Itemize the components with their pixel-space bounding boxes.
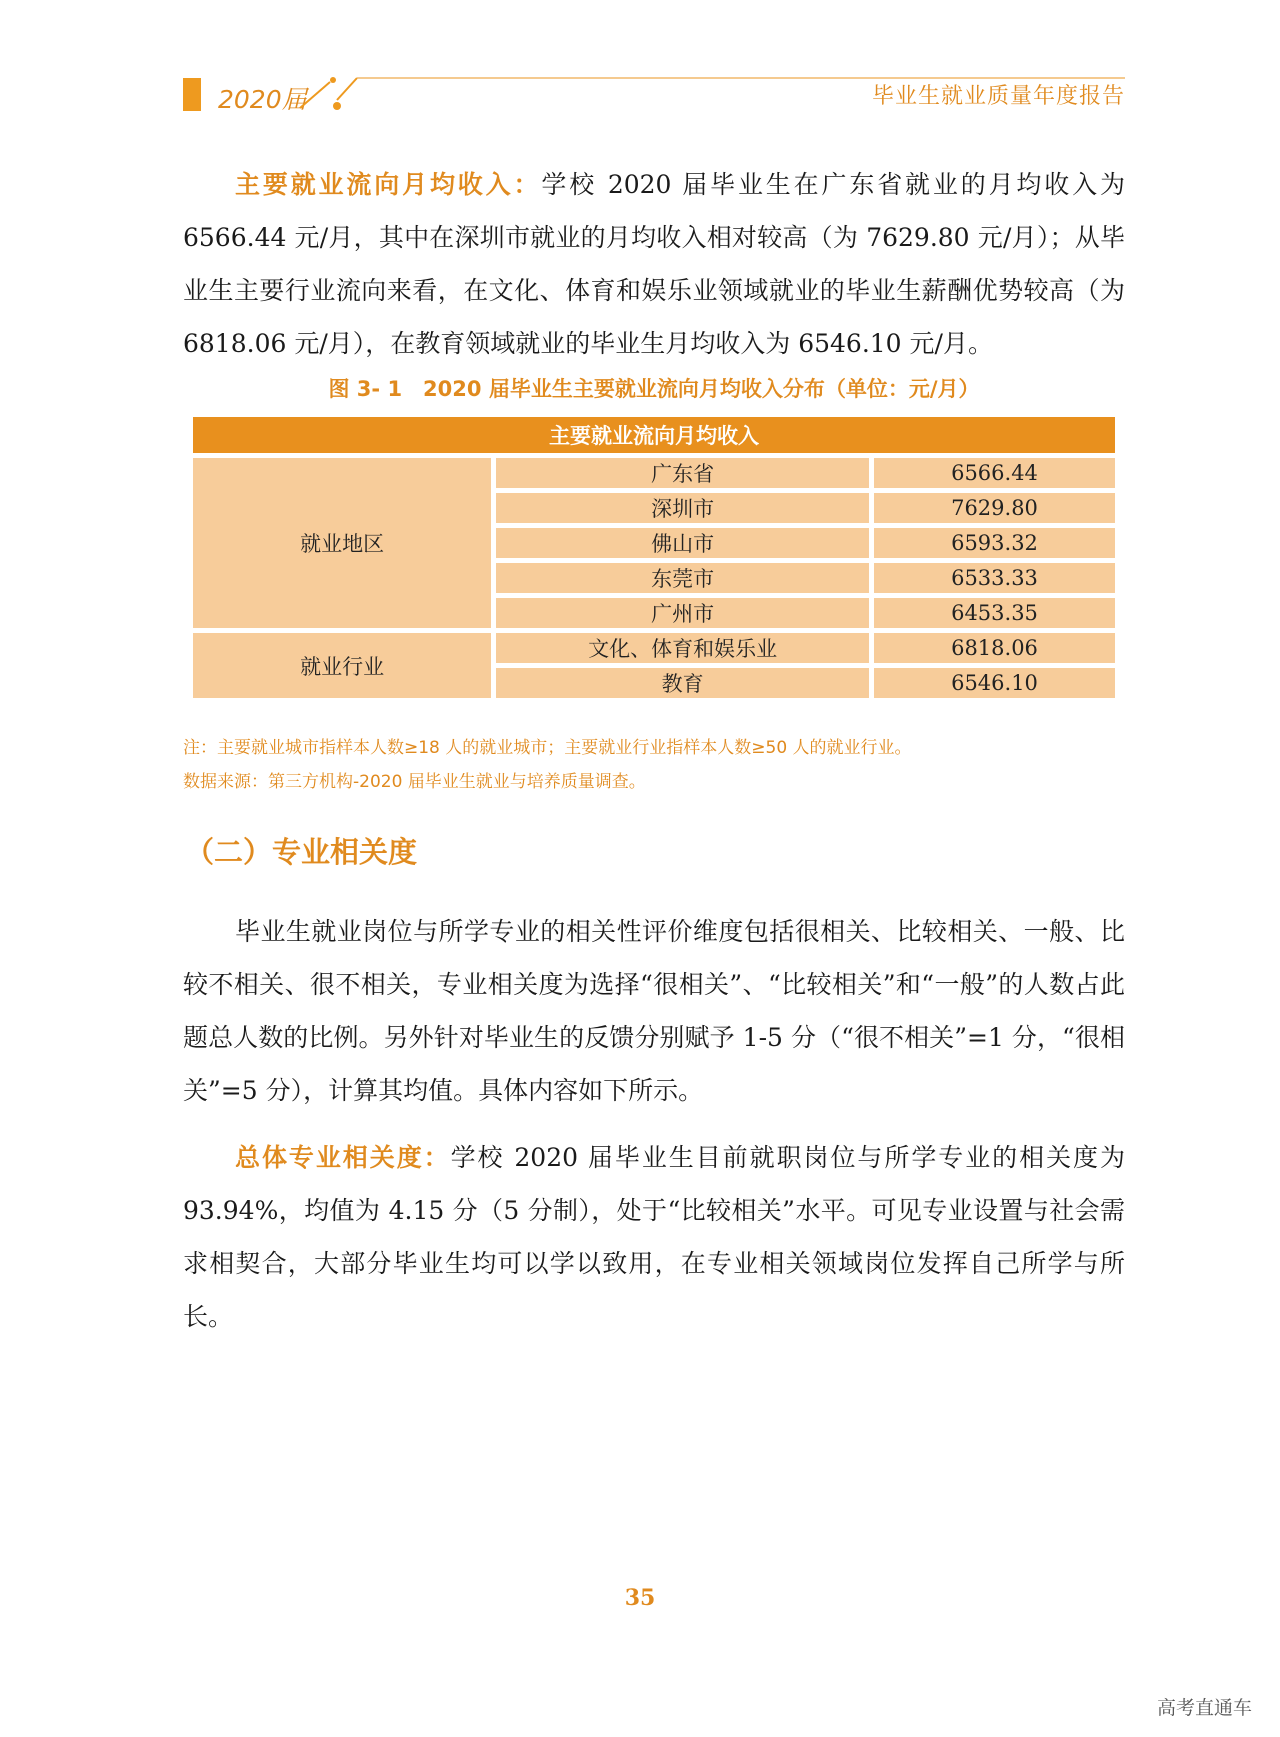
figure-caption: 图 3- 1 2020 届毕业生主要就业流向月均收入分布（单位：元/月） [328,377,980,401]
row-name: 文化、体育和娱乐业 [496,633,869,663]
header-report-title: 毕业生就业质量年度报告 [871,84,1125,109]
page-header [0,0,1280,130]
group-label-region: 就业地区 [193,458,491,628]
row-name: 广州市 [496,598,869,628]
paragraph-relevance-intro: 毕业生就业岗位与所学专业的相关性评价维度包括很相关、比较相关、一般、比较不相关、很不相关，专业相关度为选择“很相关”、“比较相关”和“一般”的人数占此题总人数的比例。另外针对毕业生的反馈分别赋予 1-5 分（“很不相关”=1 分，“很相关”=5 分），计算其均值。具体内容如下所示。 [183,917,1125,1105]
page-number: 35 [624,1585,656,1611]
income-table [188,412,1120,703]
section-title: （二）专业相关度 [185,835,418,869]
table-header: 主要就业流向月均收入 [193,417,1115,453]
overall-relevance-heading: 总体专业相关度： [235,1143,451,1172]
table-row [193,458,1115,488]
paragraph-income [183,158,1125,370]
row-value: 6818.06 [874,633,1115,663]
table-note: 注：主要就业城市指样本人数≥18 人的就业城市；主要就业行业指样本人数≥50 人的就业行业。 [183,738,912,758]
row-value: 6546.10 [874,668,1115,698]
income-text: 学校 2020 届毕业生在广东省就业的月均收入为 6566.44 元/月，其中在深圳市就业的月均收入相对较高（为 7629.80 元/月）；从毕业生主要行业流向来看，在文化、体育和娱乐业领域就业的毕业生薪酬优势较高（为 6818.06 元/月），在教育领域就业的毕业生月均收入为 6546.10 元/月。 [183,170,1125,358]
row-name: 东莞市 [496,563,869,593]
table-row [193,633,1115,663]
table-source: 数据来源：第三方机构-2020 届毕业生就业与培养质量调查。 [183,772,646,792]
watermark: 高考直通车 [1156,1697,1252,1719]
paragraph-overall-relevance [183,1131,1125,1343]
header-year-label: 2020届 [218,85,307,114]
overall-relevance-text: 学校 2020 届毕业生目前就职岗位与所学专业的相关度为 93.94%，均值为 4.15 分（5 分制），处于“比较相关”水平。可见专业设置与社会需求相契合，大部分毕业生均可以学以致用，在专业相关领域岗位发挥自己所学与所长。 [183,1143,1125,1331]
row-name: 深圳市 [496,493,869,523]
row-value: 6453.35 [874,598,1115,628]
income-heading: 主要就业流向月均收入： [235,170,542,199]
row-value: 7629.80 [874,493,1115,523]
row-name: 教育 [496,668,869,698]
row-value: 6593.32 [874,528,1115,558]
row-value: 6533.33 [874,563,1115,593]
row-name: 佛山市 [496,528,869,558]
header-decoration [0,0,1280,130]
row-name: 广东省 [496,458,869,488]
row-value: 6566.44 [874,458,1115,488]
group-label-industry: 就业行业 [193,633,491,698]
